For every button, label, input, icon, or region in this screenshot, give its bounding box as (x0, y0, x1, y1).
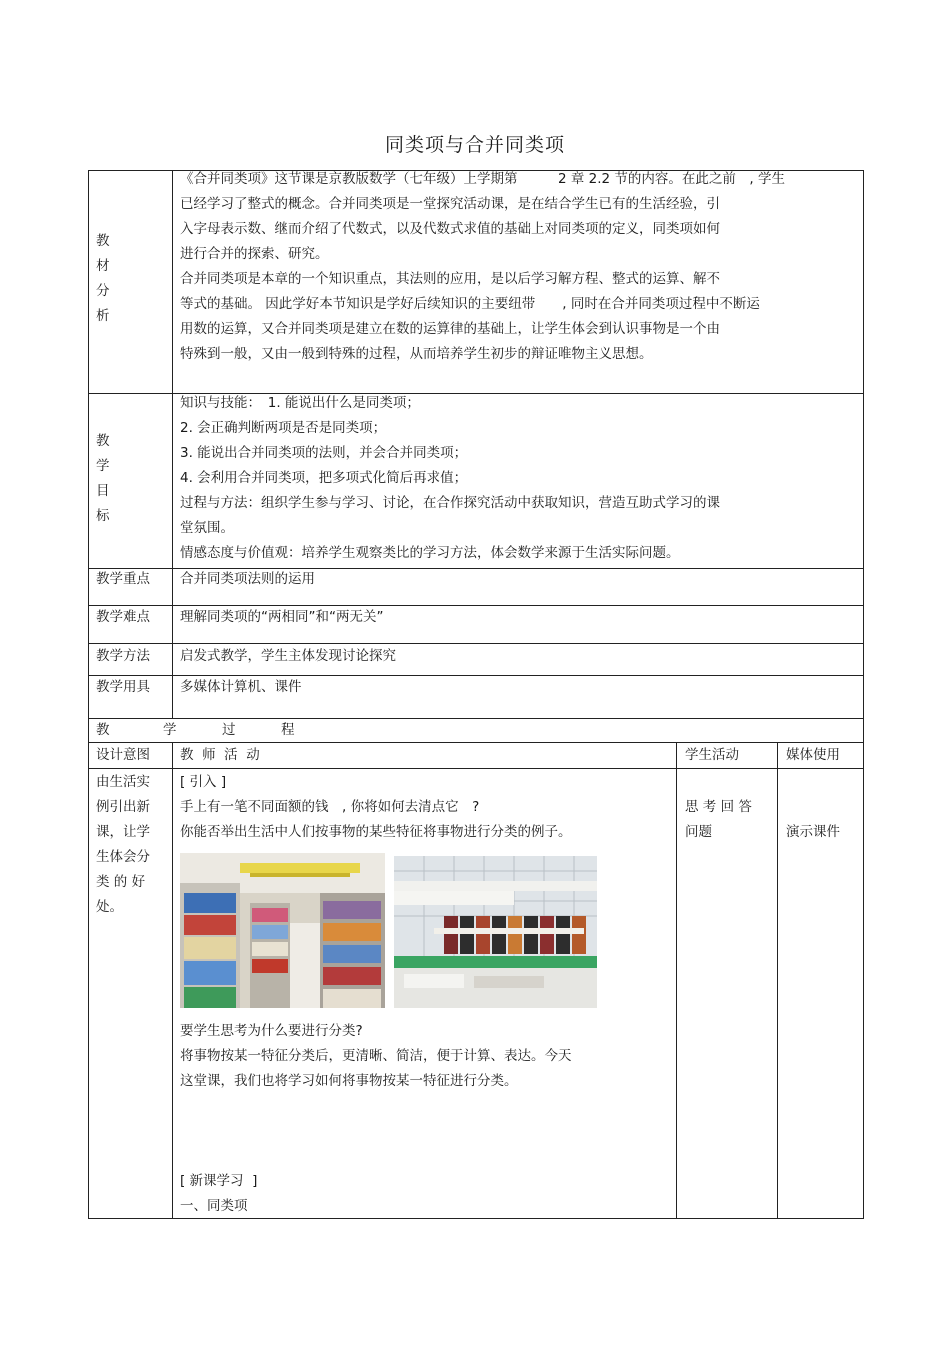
media-value: 演示课件 (786, 824, 840, 840)
key-point-label: 教学重点 (96, 571, 150, 587)
page-title: 同类项与合并同类项 (384, 134, 565, 156)
teacher-new-lesson-text: [ 新课学习 ] 一、同类项 (180, 1173, 258, 1214)
key-point-value: 合并同类项法则的运用 (180, 571, 315, 587)
analysis-text: 《合并同类项》这节课是京教版数学（七年级）上学期第 2 章 2.2 节的内容。在此之前 , 学生 已经学习了整式的概念。合并同类项是一堂探究活动课，是在结合学生已有的生活经验，引 入字母表示数、继而介绍了代数式，以及代数式求值的基础上对同类项的定义，同类项如何 进行合并的探索、研究。 合并同类项是本章的一个知识重点，其法则的应用，是以后学习解方程、整式的运算、解不 等式的基础。 因此学好本节知识是学好后续知识的主要纽带 , 同时在合并同类项过程中不断运 用数的运算，又合并同类项是建立在数的运算律的基础上，让学生体会到认识事物是一个由 特殊到一般，又由一般到特殊的过程，从而培养学生初步的辩证唯物主义思想。 (180, 171, 786, 362)
supermarket-aisle-photo (180, 853, 385, 1008)
table-border-right (863, 170, 864, 1219)
design-header: 设计意图 (96, 747, 150, 763)
analysis-label: 教 材 分 析 (96, 233, 110, 324)
method-label: 教学方法 (96, 648, 150, 664)
student-activity-text: 思 考 回 答 问题 (685, 799, 752, 840)
label-column-divider (172, 170, 173, 718)
student-column-divider (676, 742, 677, 1219)
shelf-jars-illustration (394, 856, 597, 1008)
table-border-left (88, 170, 89, 1219)
tools-value: 多媒体计算机、课件 (180, 679, 302, 695)
row-divider (88, 718, 864, 719)
difficulty-label: 教学难点 (96, 609, 150, 625)
goals-label: 教 学 目 标 (96, 433, 110, 524)
media-header: 媒体使用 (786, 747, 840, 763)
design-column-divider (172, 742, 173, 1219)
student-header: 学生活动 (685, 747, 739, 763)
supermarket-aisle-illustration (180, 853, 385, 1008)
goals-text: 知识与技能： 1. 能说出什么是同类项； 2. 会正确判断两项是否是同类项； 3. 能说出合并同类项的法则，并会合并同类项； 4. 会利用合并同类项，把多项式化简后再求值； 过程与方法：组织学生参与学习、讨论，在合作探究活动中获取知识，营造互助式学习的课 堂氛围。 情感态度与价值观：培养学生观察类比的学习方法，体会数学来源于生活实际问题。 (180, 395, 720, 561)
difficulty-value: 理解同类项的“两相同”和“两无关” (180, 609, 384, 625)
tools-label: 教学用具 (96, 679, 150, 695)
teacher-header: 教 师 活 动 (180, 747, 260, 763)
teacher-intro-text: [ 引入 ] 手上有一笔不同面额的钱 , 你将如何去清点它 ? 你能否举出生活中人们按事物的某些特征将事物进行分类的例子。 (180, 774, 572, 840)
design-intent-text: 由生活实 例引出新 课，让学 生体会分 类 的 好 处。 (96, 774, 150, 915)
method-value: 启发式教学，学生主体发现讨论探究 (180, 648, 396, 664)
teacher-discussion-text: 要学生思考为什么要进行分类? 将事物按某一特征分类后，更清晰、简洁，便于计算、表达。今天 这堂课，我们也将学习如何将事物按某一特征进行分类。 (180, 1023, 572, 1089)
media-column-divider (777, 742, 778, 1219)
row-divider (88, 768, 864, 769)
shelf-jars-photo (394, 856, 597, 1008)
